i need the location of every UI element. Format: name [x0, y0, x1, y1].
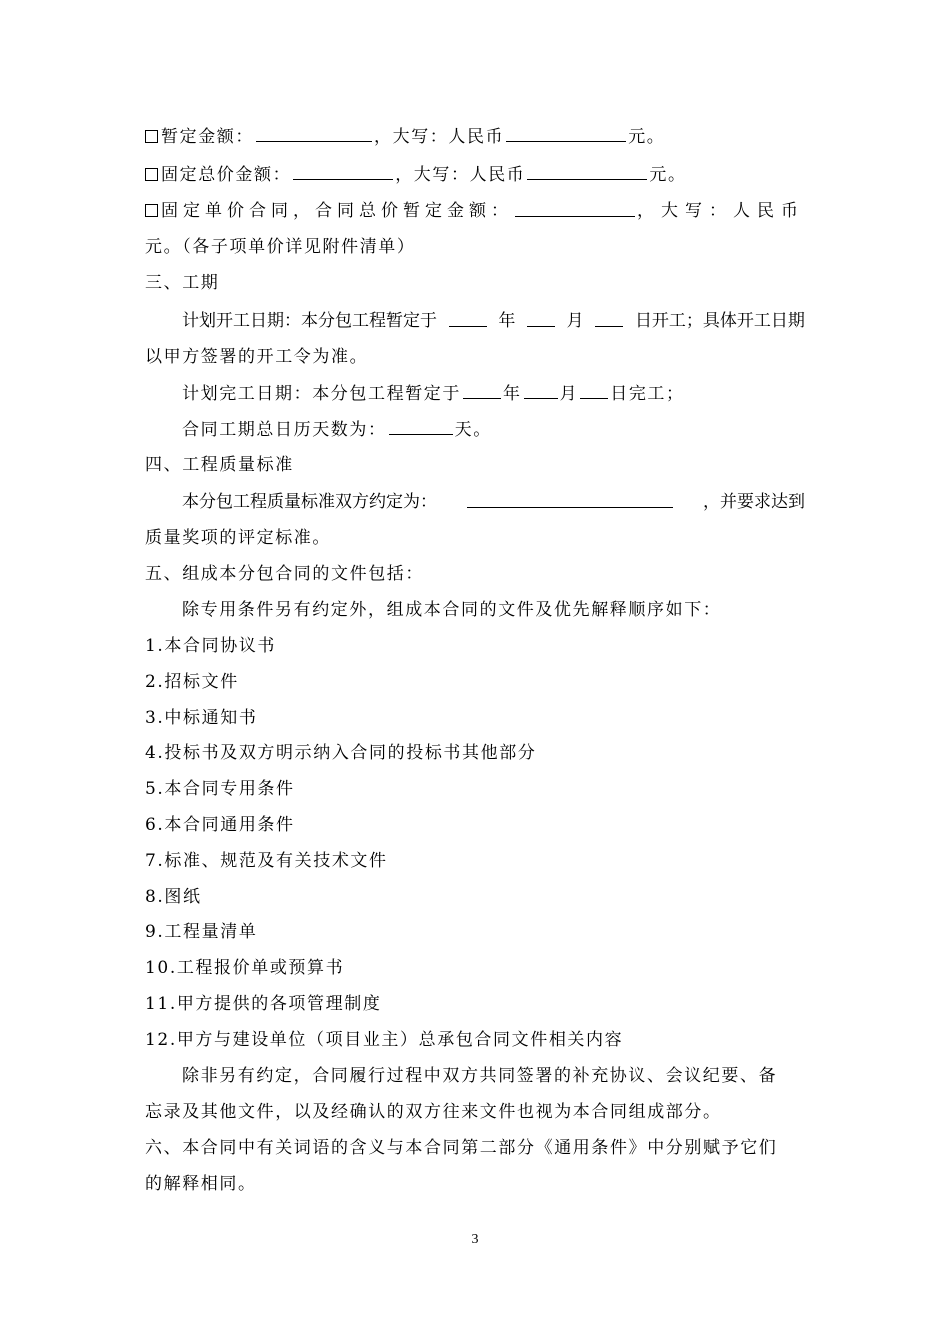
page-number: 3: [471, 1232, 479, 1247]
provisional-amount-blank[interactable]: [256, 124, 372, 142]
unit-price-line: 固定单价合同，合同总价暂定金额： ，大写：人民币: [145, 199, 805, 223]
list-item: 5.本合同专用条件: [145, 779, 295, 799]
provisional-amount-line: 暂定金额： ，大写：人民币 元。: [145, 124, 805, 149]
section-6-line2: 的解释相同。: [145, 1174, 257, 1194]
section-4-heading: 四、工程质量标准: [145, 455, 294, 475]
section-5-intro: 除专用条件另有约定外，组成本合同的文件及优先解释顺序如下：: [182, 600, 722, 620]
total-days-blank[interactable]: [389, 417, 453, 435]
unit-price-amount-blank[interactable]: [515, 199, 635, 217]
list-item: 8.图纸: [145, 887, 202, 907]
unit-price-cont: 元。（各子项单价详见附件清单）: [145, 237, 416, 257]
quality-standard-line: 本分包工程质量标准双方约定为： ，并要求达到: [182, 492, 805, 512]
list-item: 6.本合同通用条件: [145, 815, 295, 835]
finish-month-blank[interactable]: [524, 381, 558, 399]
finish-date-line: 计划完工日期：本分包工程暂定于 年 月 日完工；: [182, 381, 805, 406]
quality-standard-blank[interactable]: [467, 490, 673, 508]
list-item: 4.投标书及双方明示纳入合同的投标书其他部分: [145, 743, 537, 763]
finish-day-blank[interactable]: [580, 381, 608, 399]
checkbox-unit-price[interactable]: [145, 204, 158, 217]
section-5-note-line2: 忘录及其他文件，以及经确认的双方往来文件也视为本合同组成部分。: [145, 1102, 722, 1122]
fixed-total-blank[interactable]: [293, 162, 393, 180]
total-days-line: 合同工期总日历天数为： 天。: [182, 417, 805, 442]
start-date-cont: 以甲方签署的开工令为准。: [145, 347, 369, 367]
fixed-total-line: 固定总价金额： ，大写：人民币 元。: [145, 162, 805, 187]
fixed-total-words-blank[interactable]: [527, 162, 647, 180]
section-5-note-line1: 除非另有约定，合同履行过程中双方共同签署的补充协议、会议纪要、备: [182, 1066, 778, 1086]
start-year-blank[interactable]: [449, 309, 487, 327]
list-item: 3.中标通知书: [145, 708, 258, 728]
list-item: 2.招标文件: [145, 672, 239, 692]
checkbox-provisional[interactable]: [145, 130, 158, 143]
section-6-line1: 六、本合同中有关词语的含义与本合同第二部分《通用条件》中分别赋予它们: [145, 1138, 778, 1158]
section-5-heading: 五、组成本分包合同的文件包括：: [145, 564, 424, 584]
start-month-blank[interactable]: [527, 309, 555, 327]
finish-year-blank[interactable]: [463, 381, 501, 399]
provisional-amount-words-blank[interactable]: [506, 124, 626, 142]
list-item: 10.工程报价单或预算书: [145, 958, 345, 978]
quality-standard-cont: 质量奖项的评定标准。: [145, 528, 331, 548]
list-item: 9.工程量清单: [145, 922, 258, 942]
list-item: 12.甲方与建设单位（项目业主）总承包合同文件相关内容: [145, 1030, 624, 1050]
checkbox-fixed-total[interactable]: [145, 168, 158, 181]
list-item: 7.标准、规范及有关技术文件: [145, 851, 388, 871]
list-item: 11.甲方提供的各项管理制度: [145, 994, 382, 1014]
start-day-blank[interactable]: [595, 309, 623, 327]
list-item: 1.本合同协议书: [145, 636, 277, 656]
section-3-heading: 三、工期: [145, 273, 220, 293]
start-date-line: 计划开工日期：本分包工程暂定于 年 月 日开工；具体开工日期: [182, 311, 805, 331]
